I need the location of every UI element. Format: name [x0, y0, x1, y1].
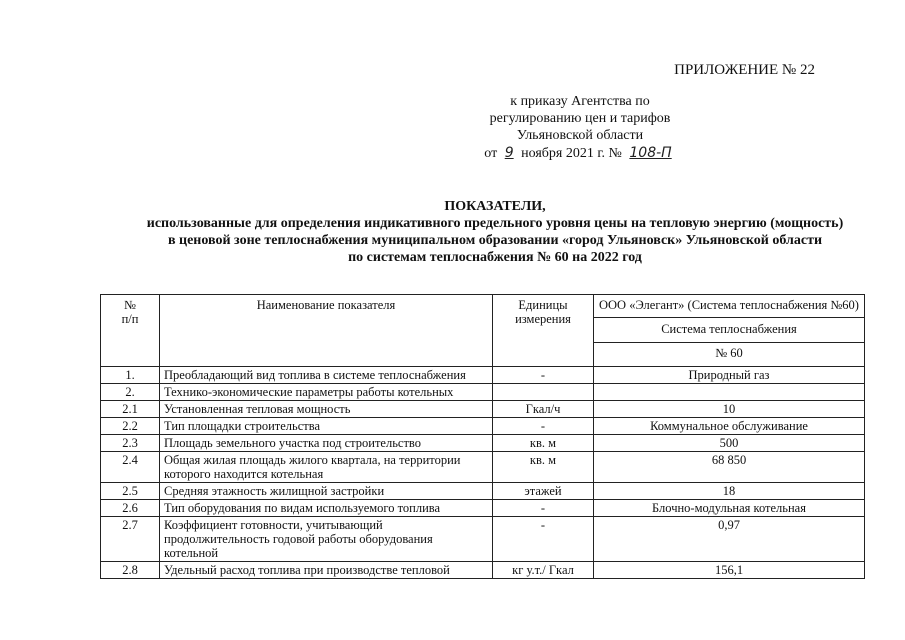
row-name: Технико-экономические параметры работы котельных	[160, 384, 493, 401]
row-name: Средняя этажность жилищной застройки	[160, 483, 493, 500]
table-row	[101, 452, 865, 483]
row-num: 2.2	[101, 418, 160, 435]
header-name: Наименование показателя	[160, 295, 493, 367]
appendix-line-1: к приказу Агентства по	[510, 94, 650, 109]
table-row	[101, 418, 865, 435]
row-unit: -	[493, 418, 594, 435]
row-value: 156,1	[594, 562, 865, 579]
table-row	[101, 435, 865, 452]
row-unit: -	[493, 500, 594, 517]
table-row	[101, 517, 865, 562]
row-value: Коммунальное обслуживание	[594, 418, 865, 435]
row-num: 2.3	[101, 435, 160, 452]
row-name: Преобладающий вид топлива в системе теплоснабжения	[160, 367, 493, 384]
table-row	[101, 500, 865, 517]
table-header-row	[101, 295, 865, 318]
row-unit: кг у.т./ Гкал	[493, 562, 594, 579]
table-row	[101, 401, 865, 418]
date-day-handwritten: 9	[504, 145, 514, 161]
row-value: 68 850	[594, 452, 865, 483]
appendix-date-line	[280, 145, 880, 162]
row-value: 0,97	[594, 517, 865, 562]
row-unit: кв. м	[493, 435, 594, 452]
row-unit: Гкал/ч	[493, 401, 594, 418]
order-number-handwritten: 108-П	[629, 145, 672, 161]
table-row	[101, 562, 865, 579]
row-num: 2.6	[101, 500, 160, 517]
row-unit: кв. м	[493, 452, 594, 483]
appendix-line-2: регулированию цен и тарифов	[489, 111, 671, 126]
row-value: Природный газ	[594, 367, 865, 384]
row-name: Коэффициент готовности, учитывающий продолжительность годовой работы оборудования котельной	[160, 517, 493, 562]
heading-line-2: использованные для определения индикативного предельного уровня цены на тепловую энергию (мощность)	[146, 216, 844, 231]
header-system-no: № 60	[594, 343, 865, 367]
row-num: 2.7	[101, 517, 160, 562]
appendix-line-3: Ульяновской области	[516, 128, 644, 143]
row-name: Установленная тепловая мощность	[160, 401, 493, 418]
row-unit: -	[493, 367, 594, 384]
header-system: Система теплоснабжения	[594, 318, 865, 343]
row-unit	[493, 384, 594, 401]
row-name: Удельный расход топлива при производстве тепловой	[160, 562, 493, 579]
row-num: 2.4	[101, 452, 160, 483]
row-value: Блочно-модульная котельная	[594, 500, 865, 517]
row-name: Тип площадки строительства	[160, 418, 493, 435]
row-unit: -	[493, 517, 594, 562]
row-value: 18	[594, 483, 865, 500]
heading-line-4: по системам теплоснабжения № 60 на 2022 год	[348, 250, 642, 265]
row-name: Общая жилая площадь жилого квартала, на территории которого находится котельная	[160, 452, 493, 483]
row-unit: этажей	[493, 483, 594, 500]
date-rest: ноября 2021 г. №	[521, 146, 622, 161]
row-name: Тип оборудования по видам используемого топлива	[160, 500, 493, 517]
row-num: 2.1	[101, 401, 160, 418]
row-name: Площадь земельного участка под строительство	[160, 435, 493, 452]
table-row	[101, 384, 865, 401]
row-value	[594, 384, 865, 401]
table-row	[101, 483, 865, 500]
date-prefix: от	[484, 146, 498, 161]
row-num: 2.8	[101, 562, 160, 579]
heading-line-3: в ценовой зоне теплоснабжения муниципальном образовании «город Ульяновск» Ульяновской области	[167, 233, 823, 248]
header-org: ООО «Элегант» (Система теплоснабжения №60)	[594, 295, 865, 318]
row-num: 1.	[101, 367, 160, 384]
table-row	[101, 367, 865, 384]
row-value: 10	[594, 401, 865, 418]
row-num: 2.	[101, 384, 160, 401]
indicators-table	[100, 294, 865, 579]
heading-title: ПОКАЗАТЕЛИ,	[444, 199, 546, 214]
row-value: 500	[594, 435, 865, 452]
header-num: № п/п	[101, 295, 160, 367]
header-unit: Единицы измерения	[493, 295, 594, 367]
row-num: 2.5	[101, 483, 160, 500]
appendix-title: ПРИЛОЖЕНИЕ № 22	[674, 62, 815, 78]
